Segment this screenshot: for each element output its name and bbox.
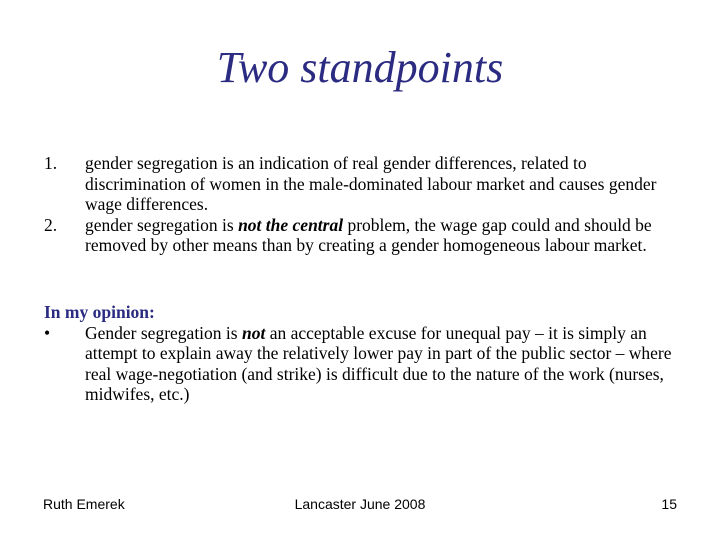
opinion-emphasis: not — [241, 322, 266, 343]
footer-author: Ruth Emerek — [43, 496, 125, 512]
footer-event: Lancaster June 2008 — [294, 496, 426, 512]
standpoints-list — [44, 153, 684, 256]
opinion-bullet-item — [44, 323, 684, 405]
standpoint-item — [44, 153, 684, 215]
footer-page-number: 15 — [661, 496, 677, 512]
opinion-section — [44, 302, 684, 405]
standpoint-text-start: gender segregation is — [85, 214, 239, 235]
opinion-text-start: Gender segregation is — [85, 322, 242, 343]
slide-title: Two standpoints — [216, 43, 504, 92]
opinion-text-end: an acceptable excuse for unequal pay – it is simply an attempt to explain away the relatively lower pay in part of the public sector – where real wage-negotiation (and strike) is difficult due to the nature of the work (nurses, midwifes, etc.) — [85, 322, 672, 404]
standpoint-text-end: problem, the wage gap could and should be removed by other means than by creating a gender homogeneous labour market. — [85, 214, 652, 255]
standpoint-emphasis: not the central — [238, 214, 344, 235]
standpoint-text: gender segregation is an indication of real gender differences, related to discrimination of women in the male-dominated labour market and causes gender wage differences. — [85, 153, 657, 214]
bullet-icon: • — [44, 322, 51, 343]
opinion-heading: In my opinion: — [44, 302, 155, 322]
standpoint-item — [44, 215, 684, 256]
list-number: 1. — [44, 153, 58, 173]
list-number: 2. — [44, 214, 58, 235]
